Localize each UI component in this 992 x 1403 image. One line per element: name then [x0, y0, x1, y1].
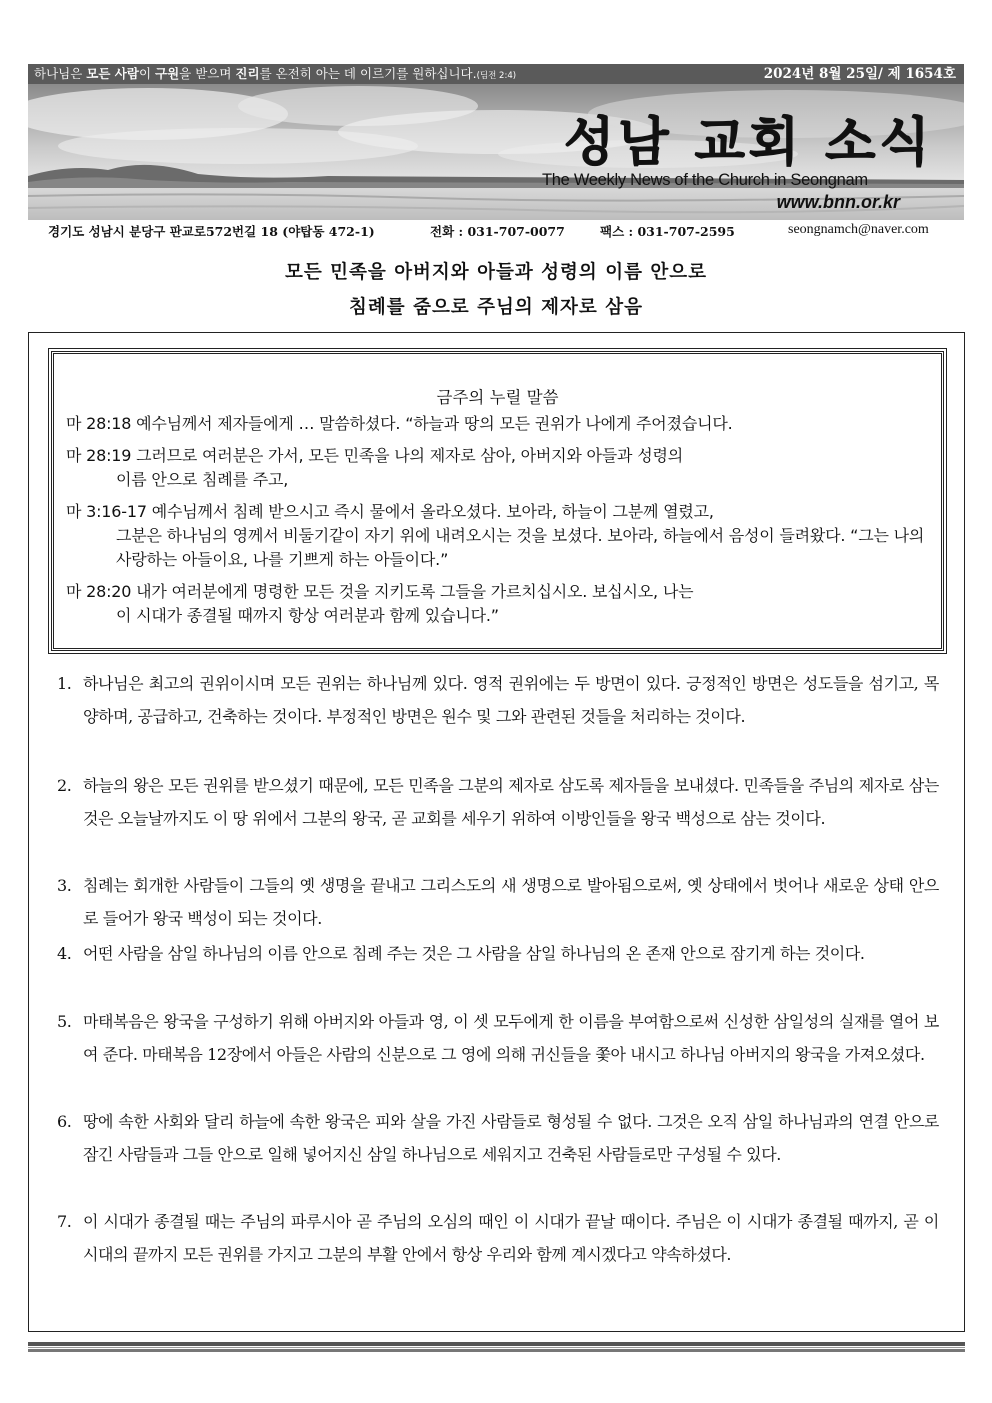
point-number: 6.	[57, 1112, 72, 1131]
content-box	[28, 332, 965, 1332]
point-number: 3.	[57, 876, 72, 895]
point-1	[57, 667, 939, 733]
verse-text-1: 하나님은	[34, 66, 87, 81]
point-5	[57, 1005, 939, 1071]
point-text: 침례는 회개한 사람들이 그들의 옛 생명을 끝내고 그리스도의 새 생명으로 발아됨으로써, 옛 상태에서 벗어나 새로운 상태 안으로 들어가 왕국 백성이 되는 것이다.	[83, 876, 939, 928]
verse-continuation: 이름 안으로 침례를 주고,	[116, 470, 289, 489]
website-url[interactable]: www.bnn.or.kr	[776, 192, 900, 212]
verse-bold-2: 구원	[155, 66, 180, 81]
point-number: 2.	[57, 776, 72, 795]
email[interactable]: seongnamch@naver.com	[788, 222, 929, 237]
point-number: 5.	[57, 1012, 72, 1031]
point-text: 하나님은 최고의 권위이시며 모든 권위는 하나님께 있다. 영적 권위에는 두 방면이 있다. 긍정적인 방면은 성도들을 섬기고, 목양하며, 공급하고, 건축하는 것이다. 부정적인 방면은 원수 및 그와 관련된 것들을 처리하는 것이다.	[83, 674, 939, 726]
header-verse-bar	[28, 64, 964, 84]
phone: 전화 : 031-707-0077	[430, 224, 565, 239]
masthead-banner	[28, 84, 964, 220]
fax: 팩스 : 031-707-2595	[600, 224, 735, 239]
point-2	[57, 769, 939, 835]
verse-bold-3: 진리	[235, 66, 260, 81]
point-4	[57, 937, 939, 970]
verse-text-2: 이	[138, 66, 155, 81]
verse-mt-28-20	[66, 580, 926, 628]
verse-bold-1: 모든 사람	[86, 66, 139, 81]
point-number: 7.	[57, 1212, 72, 1231]
point-6	[57, 1105, 939, 1171]
verse-lead: 마 3:16-17 예수님께서 침례 받으시고 즉시 물에서 올라오셨다. 보아라, 하늘이 그분께 열렸고,	[66, 502, 714, 521]
scripture-title: 금주의 누릴 말씀	[436, 388, 559, 407]
verse-continuation: 그분은 하나님의 영께서 비둘기같이 자기 위에 내려오시는 것을 보셨다. 보아라, 하늘에서 음성이 들려왔다. “그는 나의 사랑하는 아들이요, 나를 기쁘게 하는 아들이다.”	[116, 526, 925, 569]
headline-line-1: 모든 민족을 아버지와 아들과 성령의 이름 안으로	[284, 262, 708, 283]
issue-date: 2024년 8월 25일/ 제 1654호	[763, 66, 956, 82]
verse-reference: (딤전 2:4)	[476, 71, 517, 81]
masthead-subtitle: The Weekly News of the Church in Seongnam	[542, 171, 868, 189]
verse-mt-3-16-17	[66, 500, 926, 572]
point-text: 마태복음은 왕국을 구성하기 위해 아버지와 아들과 영, 이 셋 모두에게 한 이름을 부여함으로써 신성한 삼일성의 실재를 열어 보여 준다. 마태복음 12장에서 아들은 사람의 신분으로 그 영에 의해 귀신들을 쫓아 내시고 하나님 아버지의 왕국을 가져오셨다.	[83, 1012, 939, 1064]
headline-line-2: 침례를 줌으로 주님의 제자로 삼음	[349, 297, 643, 318]
contact-line	[48, 222, 958, 242]
verse-lead: 마 28:19 그러므로 여러분은 가서, 모든 민족을 나의 제자로 삼아, 아버지와 아들과 성령의	[66, 446, 683, 465]
header-verse	[34, 64, 516, 84]
address: 경기도 성남시 분당구 판교로572번길 18 (야탑동 472-1)	[48, 224, 375, 239]
footer-rule	[28, 1342, 965, 1352]
point-text: 어떤 사람을 삼일 하나님의 이름 안으로 침례 주는 것은 그 사람을 삼일 하나님의 온 존재 안으로 잠기게 하는 것이다.	[83, 944, 865, 963]
point-text: 이 시대가 종결될 때는 주님의 파루시아 곧 주님의 오심의 때인 이 시대가 끝날 때이다. 주님은 이 시대가 종결될 때까지, 곧 이 시대의 끝까지 모든 권위를 가지고 그분의 부활 안에서 항상 우리와 함께 계시겠다고 약속하셨다.	[83, 1212, 939, 1264]
verse-text-3: 을 받으며	[179, 66, 236, 81]
verse-continuation: 이 시대가 종결될 때까지 항상 여러분과 함께 있습니다.”	[116, 606, 499, 625]
verse-mt-28-18	[66, 412, 926, 436]
point-text: 땅에 속한 사회와 달리 하늘에 속한 왕국은 피와 살을 가진 사람들로 형성될 수 없다. 그것은 오직 삼일 하나님과의 연결 안으로 잠긴 사람들과 그들 안으로 일해 넣어지신 삼일 하나님으로 세워지고 건축된 사람들로만 구성될 수 있다.	[83, 1112, 939, 1164]
point-text: 하늘의 왕은 모든 권위를 받으셨기 때문에, 모든 민족을 그분의 제자로 삼도록 제자들을 보내셨다. 민족들을 주님의 제자로 삼는 것은 오늘날까지도 이 땅 위에서 그분의 왕국, 곧 교회를 세우기 위하여 이방인들을 왕국 백성으로 삼는 것이다.	[83, 776, 939, 828]
verse-lead: 마 28:20 내가 여러분에게 명령한 모든 것을 지키도록 그들을 가르치십시오. 보십시오, 나는	[66, 582, 694, 601]
verse-mt-28-19	[66, 444, 926, 492]
point-3	[57, 869, 939, 935]
verse-text-4: 를 온전히 아는 데 이르기를 원하십니다.	[259, 66, 477, 81]
point-number: 4.	[57, 944, 72, 963]
scripture-box	[51, 351, 944, 651]
masthead-title: 성남 교회 소식	[564, 113, 934, 173]
verse-lead: 마 28:18 예수님께서 제자들에게 … 말씀하셨다. “하늘과 땅의 모든 권위가 나에게 주어졌습니다.	[66, 414, 733, 433]
point-number: 1.	[57, 674, 72, 693]
point-7	[57, 1205, 939, 1271]
